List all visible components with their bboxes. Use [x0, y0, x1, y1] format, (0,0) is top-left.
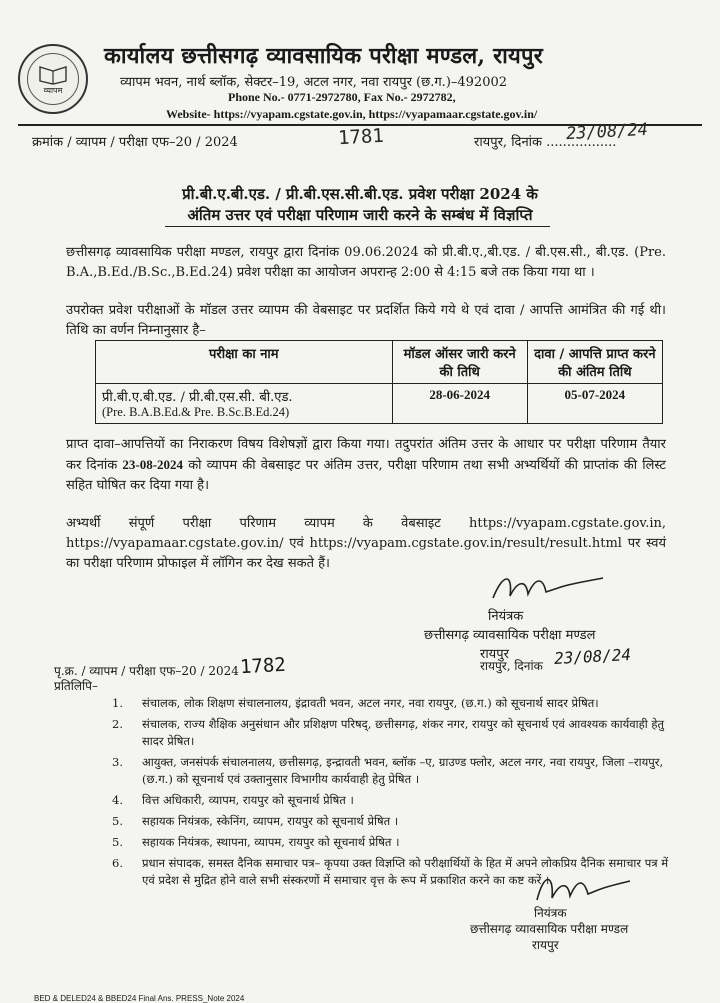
office-phone: Phone No.- 0771-2972780, Fax No.- 2972782, — [228, 90, 456, 104]
body-paragraph-1: छत्तीसगढ़ व्यावसायिक परीक्षा मण्डल, रायपुर द्वारा दिनांक 09.06.2024 को प्री.बी.ए.,बी.एड. / बी.एस.सी., बी.एड. (Pre. B.A.,B.Ed./B.Sc.,B.Ed.24) प्रवेश परीक्षा का आयोजन अपरान्ह 2:00 से 4:15 बजे तक किया गया था । — [66, 245, 666, 280]
list-item: 1. संचालक, लोक शिक्षण संचालनालय, इंद्रावती भवन, अटल नगर, नवा रायपुर, (छ.ग.) को सूचनार्थ सादर प्रेषित। — [112, 696, 599, 710]
list-item: 2. संचालक, राज्य शैक्षिक अनुसंधान और प्रशिक्षण परिषद्, छत्तीसगढ़, शंकर नगर, रायपुर को सूचनार्थ एवं आवश्यक कार्यवाही हेतु सादर प्रेषित। — [112, 717, 665, 748]
controller-city-1: रायपुर — [480, 647, 509, 662]
para3-start: प्राप्त दावा–आपत्तियों का निराकरण विषय विशेषज्ञों द्वारा किया गया। तदुपरांत अंतिम उत्तर के आधार पर परीक्षा परिणाम तैयार कर दिनांक — [66, 437, 666, 473]
office-website: Website- https://vyapam.cgstate.gov.in, https://vyapamaar.cgstate.gov.in/ — [166, 107, 538, 121]
book-icon — [38, 63, 68, 85]
para3-end: को व्यापम की वेबसाइट पर अंतिम उत्तर, परीक्षा परिणाम तथा सभी अभ्यर्थियों की प्राप्तांक की लिस्ट सहित घोषित कर दिया गया है। — [66, 458, 666, 493]
controller-org-1: छत्तीसगढ़ व्यावसायिक परीक्षा मण्डल — [424, 628, 596, 643]
reference-date: 23/08/24 — [565, 119, 649, 145]
subject-underline — [165, 226, 550, 227]
controller-signature-1 — [488, 568, 608, 608]
body-paragraph-4: अभ्यर्थी संपूर्ण परीक्षा परिणाम व्यापम के वेबसाइट https://vyapam.cgstate.gov.in, https://vyapamaar.cgstate.gov.in/ एवं https://vyapam.cgstate.gov.in/result/result.html पर स्वयं का परीक्षा परिणाम प्रोफाइल में लॉगिन कर देख सकते हैं। — [66, 516, 666, 571]
exam-name-en: (Pre. B.A.B.Ed.& Pre. B.Sc.B.Ed.24) — [102, 405, 290, 419]
endorsement-label: पृ.क्र. / व्यापम / परीक्षा एफ–20 / 2024 — [54, 664, 239, 678]
list-item: 5. सहायक नियंत्रक, स्केनिंग, व्यापम, रायपुर को सूचनार्थ प्रेषित । — [112, 814, 399, 828]
subject-line-2: अंतिम उत्तर एवं परीक्षा परिणाम जारी करने के सम्बंध में विज्ञप्ति — [187, 206, 533, 224]
office-title: कार्यालय छत्तीसगढ़ व्यावसायिक परीक्षा मण्डल, रायपुर — [104, 43, 543, 69]
subject-line-1: प्री.बी.ए.बी.एड. / प्री.बी.एस.सी.बी.एड. प्रवेश परीक्षा 2024 के — [182, 185, 538, 203]
table-row — [96, 384, 663, 424]
claim-last-date: 05-07-2024 — [527, 384, 662, 424]
controller-date-label: रायपुर, दिनांक — [480, 659, 543, 673]
result-date: 23-08-2024 — [122, 457, 184, 472]
vyapam-logo — [18, 44, 88, 114]
list-item: 5. सहायक नियंत्रक, स्थापना, व्यापम, रायपुर को सूचनार्थ प्रेषित । — [112, 835, 400, 849]
model-answer-date: 28-06-2024 — [392, 384, 527, 424]
reference-number: 1781 — [337, 124, 385, 150]
controller-title-1: नियंत्रक — [488, 609, 524, 624]
exam-name-cell — [96, 384, 393, 424]
reference-place: रायपुर, दिनांक ................. — [474, 135, 617, 150]
logo-text: व्यापम — [43, 85, 63, 95]
controller-org-2: छत्तीसगढ़ व्यावसायिक परीक्षा मण्डल — [470, 922, 629, 936]
table-header-cell: दावा / आपत्ति प्राप्त करने की अंतिम तिथि — [527, 341, 662, 384]
table-header-row — [96, 341, 663, 384]
office-address: व्यापम भवन, नार्थ ब्लॉक, सेक्टर–19, अटल नगर, नवा रायपुर (छ.ग.)–492002 — [120, 75, 508, 90]
body-paragraph-2: उपरोक्त प्रवेश परीक्षाओं के मॉडल उत्तर व्यापम की वेबसाइट पर प्रदर्शित किये गये थे एवं दावा / आपत्ति आमंत्रित की गई थी। तिथि का वर्णन निम्नानुसार है– — [66, 303, 666, 338]
endorsement-number: 1782 — [239, 653, 287, 679]
controller-signature-2 — [532, 868, 632, 908]
footer-note: BED & DELED24 & BBED24 Final Ans. PRESS_Note 2024 — [34, 994, 245, 1003]
controller-city-2: रायपुर — [532, 938, 559, 952]
dates-table — [95, 340, 663, 424]
table-header-cell: परीक्षा का नाम — [96, 341, 393, 384]
body-paragraph-3 — [66, 435, 666, 496]
controller-date-1: 23/08/24 — [553, 644, 632, 669]
logo-emblem — [27, 53, 79, 105]
copy-label: प्रतिलिपि– — [54, 679, 98, 693]
list-item: 6. प्रधान संपादक, समस्त दैनिक समाचार पत्र– कृपया उक्त विज्ञप्ति को परीक्षार्थियों के हित में अपने लोकप्रिय दैनिक समाचार पत्र में एवं प्रदेश से मुद्रित होने वाले सभी संस्करणों में समाचार वृत्त के रूप में प्रकाशित करने का कष्ट करें । — [112, 856, 669, 887]
copy-list — [112, 695, 682, 893]
reference-label: क्रमांक / व्यापम / परीक्षा एफ–20 / 2024 — [32, 135, 238, 150]
table-header-cell: मॉडल ऑसर जारी करने की तिथि — [392, 341, 527, 384]
list-item: 3. आयुक्त, जनसंपर्क संचालनालय, छत्तीसगढ़, इन्द्रावती भवन, ब्लॉक –ए, ग्राउण्ड फ्लोर, अटल नगर, नवा रायपुर, जिला –रायपुर, (छ.ग.) को सूचनार्थ एवं उक्तानुसार विभागीय कार्यवाही हेतु प्रेषित । — [112, 755, 664, 786]
exam-name: प्री.बी.ए.बी.एड. / प्री.बी.एस.सी. बी.एड. — [102, 390, 293, 405]
controller-title-2: नियंत्रक — [534, 906, 567, 920]
list-item: 4. वित्त अधिकारी, व्यापम, रायपुर को सूचनार्थ प्रेषित । — [112, 793, 354, 807]
